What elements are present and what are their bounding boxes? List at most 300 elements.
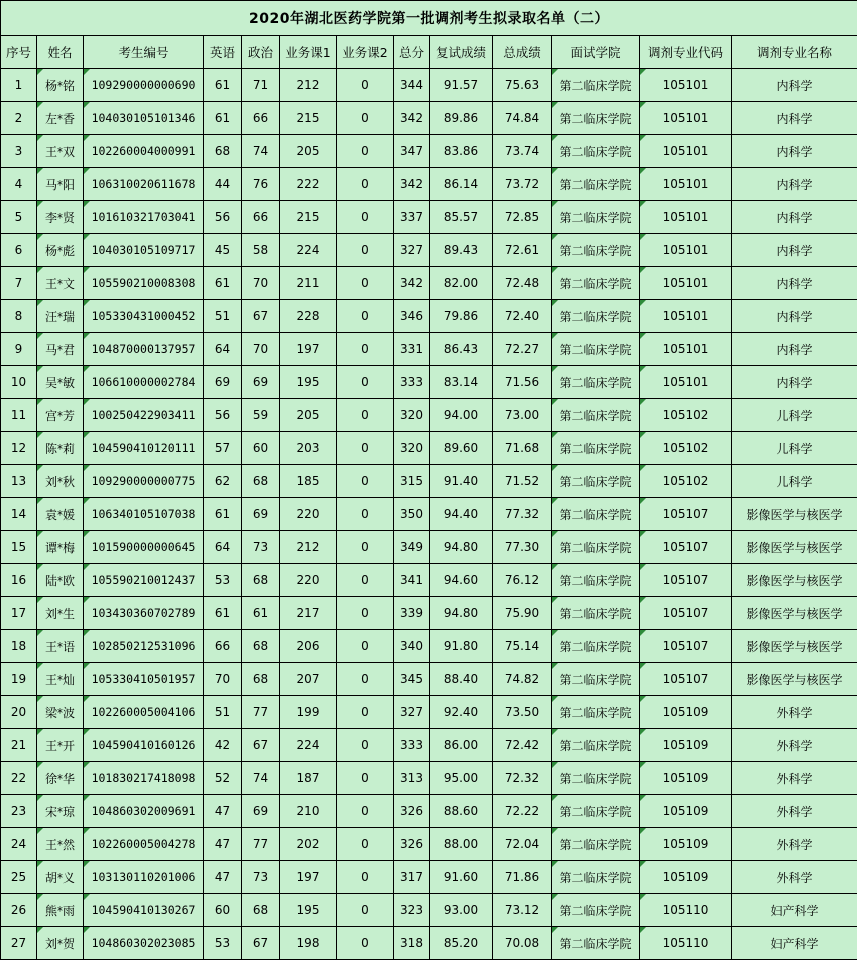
cell-total: 320: [394, 399, 430, 432]
table-row: [1, 69, 857, 102]
cell-seq: 5: [1, 201, 37, 234]
table-row: [1, 564, 857, 597]
cell-name: 刘*秋: [37, 465, 84, 498]
cell-course2: 0: [337, 201, 394, 234]
cell-course2: 0: [337, 828, 394, 861]
cell-final: 77.30: [493, 531, 552, 564]
cell-course1: 215: [280, 102, 337, 135]
cell-major-code: 105109: [640, 795, 732, 828]
cell-politics: 68: [242, 894, 280, 927]
cell-seq: 6: [1, 234, 37, 267]
cell-name: 刘*生: [37, 597, 84, 630]
cell-college: 第二临床学院: [552, 168, 640, 201]
cell-total: 327: [394, 234, 430, 267]
cell-major-code: 105107: [640, 564, 732, 597]
cell-politics: 76: [242, 168, 280, 201]
cell-college: 第二临床学院: [552, 531, 640, 564]
cell-course2: 0: [337, 267, 394, 300]
cell-exam-id: 104860302023085: [84, 927, 204, 960]
cell-course2: 0: [337, 333, 394, 366]
column-header-major-name: 调剂专业名称: [732, 36, 857, 69]
cell-politics: 73: [242, 531, 280, 564]
cell-course2: 0: [337, 762, 394, 795]
cell-major-name: 外科学: [732, 795, 857, 828]
table-row: [1, 861, 857, 894]
cell-final: 72.42: [493, 729, 552, 762]
cell-major-name: 内科学: [732, 102, 857, 135]
cell-retest: 83.86: [430, 135, 493, 168]
cell-politics: 61: [242, 597, 280, 630]
cell-college: 第二临床学院: [552, 201, 640, 234]
cell-english: 53: [204, 564, 242, 597]
cell-politics: 58: [242, 234, 280, 267]
column-header-course2: 业务课2: [337, 36, 394, 69]
cell-college: 第二临床学院: [552, 696, 640, 729]
cell-major-code: 105101: [640, 168, 732, 201]
cell-major-code: 105109: [640, 729, 732, 762]
cell-exam-id: 109290000000690: [84, 69, 204, 102]
cell-course1: 220: [280, 498, 337, 531]
cell-seq: 14: [1, 498, 37, 531]
cell-college: 第二临床学院: [552, 432, 640, 465]
cell-exam-id: 104860302009691: [84, 795, 204, 828]
cell-politics: 66: [242, 201, 280, 234]
cell-name: 王*双: [37, 135, 84, 168]
cell-english: 61: [204, 267, 242, 300]
cell-exam-id: 102850212531096: [84, 630, 204, 663]
cell-major-code: 105109: [640, 861, 732, 894]
cell-retest: 89.86: [430, 102, 493, 135]
cell-politics: 77: [242, 828, 280, 861]
column-header-politics: 政治: [242, 36, 280, 69]
column-header-seq: 序号: [1, 36, 37, 69]
cell-course2: 0: [337, 234, 394, 267]
table-row: [1, 168, 857, 201]
cell-politics: 74: [242, 762, 280, 795]
cell-seq: 19: [1, 663, 37, 696]
column-header-final: 总成绩: [493, 36, 552, 69]
cell-retest: 95.00: [430, 762, 493, 795]
cell-seq: 24: [1, 828, 37, 861]
cell-major-code: 105107: [640, 498, 732, 531]
cell-course2: 0: [337, 432, 394, 465]
cell-retest: 92.40: [430, 696, 493, 729]
cell-course2: 0: [337, 366, 394, 399]
cell-name: 陆*欧: [37, 564, 84, 597]
cell-english: 51: [204, 300, 242, 333]
cell-seq: 22: [1, 762, 37, 795]
column-header-major-code: 调剂专业代码: [640, 36, 732, 69]
cell-politics: 68: [242, 663, 280, 696]
cell-name: 马*阳: [37, 168, 84, 201]
cell-course1: 198: [280, 927, 337, 960]
cell-name: 王*开: [37, 729, 84, 762]
cell-final: 71.52: [493, 465, 552, 498]
cell-name: 汪*瑞: [37, 300, 84, 333]
cell-english: 68: [204, 135, 242, 168]
cell-final: 72.22: [493, 795, 552, 828]
table-row: [1, 630, 857, 663]
cell-retest: 86.00: [430, 729, 493, 762]
cell-politics: 70: [242, 267, 280, 300]
table-row: [1, 465, 857, 498]
cell-major-code: 105107: [640, 531, 732, 564]
cell-exam-id: 105590210012437: [84, 564, 204, 597]
cell-final: 72.61: [493, 234, 552, 267]
cell-politics: 69: [242, 366, 280, 399]
cell-seq: 7: [1, 267, 37, 300]
cell-exam-id: 101610321703041: [84, 201, 204, 234]
cell-major-code: 105107: [640, 663, 732, 696]
cell-college: 第二临床学院: [552, 894, 640, 927]
cell-seq: 15: [1, 531, 37, 564]
cell-exam-id: 104030105101346: [84, 102, 204, 135]
cell-total: 317: [394, 861, 430, 894]
cell-final: 73.72: [493, 168, 552, 201]
cell-major-code: 105102: [640, 399, 732, 432]
cell-course1: 207: [280, 663, 337, 696]
table-row: [1, 696, 857, 729]
page-title: 2020年湖北医药学院第一批调剂考生拟录取名单（二）: [1, 1, 857, 36]
cell-exam-id: 103130110201006: [84, 861, 204, 894]
cell-major-name: 妇产科学: [732, 927, 857, 960]
cell-retest: 94.40: [430, 498, 493, 531]
cell-politics: 70: [242, 333, 280, 366]
cell-exam-id: 104590410160126: [84, 729, 204, 762]
cell-exam-id: 101590000000645: [84, 531, 204, 564]
cell-exam-id: 109290000000775: [84, 465, 204, 498]
cell-exam-id: 106340105107038: [84, 498, 204, 531]
cell-total: 342: [394, 102, 430, 135]
cell-final: 74.82: [493, 663, 552, 696]
cell-total: 323: [394, 894, 430, 927]
cell-name: 李*贤: [37, 201, 84, 234]
cell-total: 347: [394, 135, 430, 168]
cell-politics: 68: [242, 465, 280, 498]
cell-politics: 60: [242, 432, 280, 465]
cell-name: 宫*芳: [37, 399, 84, 432]
cell-course1: 197: [280, 333, 337, 366]
table-row: [1, 894, 857, 927]
cell-course1: 197: [280, 861, 337, 894]
cell-total: 346: [394, 300, 430, 333]
cell-course2: 0: [337, 498, 394, 531]
cell-course2: 0: [337, 861, 394, 894]
table-row: [1, 135, 857, 168]
cell-course1: 202: [280, 828, 337, 861]
cell-exam-id: 102260005004278: [84, 828, 204, 861]
cell-major-name: 内科学: [732, 69, 857, 102]
cell-exam-id: 105590210008308: [84, 267, 204, 300]
column-header-retest: 复试成绩: [430, 36, 493, 69]
cell-course1: 211: [280, 267, 337, 300]
cell-major-name: 妇产科学: [732, 894, 857, 927]
cell-college: 第二临床学院: [552, 564, 640, 597]
cell-retest: 89.60: [430, 432, 493, 465]
cell-course2: 0: [337, 795, 394, 828]
cell-english: 42: [204, 729, 242, 762]
cell-college: 第二临床学院: [552, 663, 640, 696]
cell-english: 52: [204, 762, 242, 795]
cell-course1: 212: [280, 69, 337, 102]
cell-english: 61: [204, 498, 242, 531]
cell-english: 57: [204, 432, 242, 465]
cell-college: 第二临床学院: [552, 465, 640, 498]
table-row: [1, 663, 857, 696]
cell-course1: 222: [280, 168, 337, 201]
cell-total: 326: [394, 795, 430, 828]
cell-college: 第二临床学院: [552, 234, 640, 267]
cell-politics: 68: [242, 630, 280, 663]
cell-course1: 212: [280, 531, 337, 564]
cell-final: 73.00: [493, 399, 552, 432]
cell-name: 马*君: [37, 333, 84, 366]
cell-politics: 77: [242, 696, 280, 729]
table-row: [1, 333, 857, 366]
cell-name: 王*语: [37, 630, 84, 663]
cell-english: 56: [204, 399, 242, 432]
cell-major-name: 影像医学与核医学: [732, 597, 857, 630]
cell-exam-id: 106610000002784: [84, 366, 204, 399]
table-row: [1, 234, 857, 267]
cell-retest: 91.57: [430, 69, 493, 102]
column-header-total: 总分: [394, 36, 430, 69]
cell-total: 350: [394, 498, 430, 531]
cell-course2: 0: [337, 465, 394, 498]
cell-college: 第二临床学院: [552, 597, 640, 630]
cell-college: 第二临床学院: [552, 135, 640, 168]
cell-retest: 93.00: [430, 894, 493, 927]
cell-major-name: 外科学: [732, 729, 857, 762]
cell-name: 宋*琼: [37, 795, 84, 828]
cell-total: 333: [394, 729, 430, 762]
cell-retest: 94.80: [430, 531, 493, 564]
cell-final: 72.48: [493, 267, 552, 300]
cell-college: 第二临床学院: [552, 399, 640, 432]
cell-total: 341: [394, 564, 430, 597]
column-header-name: 姓名: [37, 36, 84, 69]
cell-name: 袁*媛: [37, 498, 84, 531]
cell-name: 熊*雨: [37, 894, 84, 927]
cell-seq: 3: [1, 135, 37, 168]
cell-exam-id: 104590410120111: [84, 432, 204, 465]
cell-major-code: 105101: [640, 333, 732, 366]
cell-final: 72.32: [493, 762, 552, 795]
cell-course1: 220: [280, 564, 337, 597]
table-body: [1, 69, 857, 960]
cell-major-name: 内科学: [732, 201, 857, 234]
cell-retest: 79.86: [430, 300, 493, 333]
cell-politics: 67: [242, 927, 280, 960]
cell-course1: 206: [280, 630, 337, 663]
cell-total: 327: [394, 696, 430, 729]
cell-major-name: 内科学: [732, 300, 857, 333]
cell-final: 74.84: [493, 102, 552, 135]
cell-exam-id: 101830217418098: [84, 762, 204, 795]
cell-english: 60: [204, 894, 242, 927]
cell-seq: 2: [1, 102, 37, 135]
cell-seq: 11: [1, 399, 37, 432]
cell-course2: 0: [337, 630, 394, 663]
table-row: [1, 762, 857, 795]
cell-course1: 228: [280, 300, 337, 333]
cell-name: 刘*贺: [37, 927, 84, 960]
cell-retest: 88.40: [430, 663, 493, 696]
cell-retest: 85.57: [430, 201, 493, 234]
cell-politics: 67: [242, 729, 280, 762]
cell-course1: 185: [280, 465, 337, 498]
cell-major-name: 内科学: [732, 267, 857, 300]
cell-major-code: 105107: [640, 630, 732, 663]
cell-major-code: 105110: [640, 927, 732, 960]
table-row: [1, 927, 857, 960]
cell-major-code: 105107: [640, 597, 732, 630]
cell-retest: 83.14: [430, 366, 493, 399]
cell-politics: 74: [242, 135, 280, 168]
cell-total: 331: [394, 333, 430, 366]
cell-total: 337: [394, 201, 430, 234]
cell-major-name: 影像医学与核医学: [732, 630, 857, 663]
column-header-english: 英语: [204, 36, 242, 69]
cell-major-code: 105102: [640, 465, 732, 498]
cell-exam-id: 103430360702789: [84, 597, 204, 630]
cell-course1: 215: [280, 201, 337, 234]
cell-college: 第二临床学院: [552, 267, 640, 300]
cell-total: 345: [394, 663, 430, 696]
cell-seq: 1: [1, 69, 37, 102]
cell-seq: 9: [1, 333, 37, 366]
cell-major-code: 105110: [640, 894, 732, 927]
cell-college: 第二临床学院: [552, 795, 640, 828]
cell-english: 44: [204, 168, 242, 201]
table-row: [1, 399, 857, 432]
cell-college: 第二临床学院: [552, 69, 640, 102]
cell-english: 62: [204, 465, 242, 498]
table-row: [1, 267, 857, 300]
cell-course1: 205: [280, 135, 337, 168]
cell-major-name: 外科学: [732, 861, 857, 894]
cell-retest: 85.20: [430, 927, 493, 960]
cell-course2: 0: [337, 135, 394, 168]
cell-major-name: 内科学: [732, 366, 857, 399]
cell-course2: 0: [337, 69, 394, 102]
table-row: [1, 366, 857, 399]
cell-course2: 0: [337, 168, 394, 201]
cell-course2: 0: [337, 300, 394, 333]
cell-major-code: 105109: [640, 828, 732, 861]
cell-retest: 82.00: [430, 267, 493, 300]
cell-major-name: 影像医学与核医学: [732, 663, 857, 696]
cell-retest: 86.43: [430, 333, 493, 366]
cell-major-name: 内科学: [732, 234, 857, 267]
cell-major-name: 儿科学: [732, 399, 857, 432]
cell-total: 340: [394, 630, 430, 663]
table-row: [1, 432, 857, 465]
cell-major-name: 内科学: [732, 168, 857, 201]
cell-major-code: 105101: [640, 234, 732, 267]
cell-exam-id: 104030105109717: [84, 234, 204, 267]
cell-seq: 20: [1, 696, 37, 729]
cell-name: 王*然: [37, 828, 84, 861]
table-row: [1, 729, 857, 762]
cell-total: 342: [394, 168, 430, 201]
cell-name: 王*灿: [37, 663, 84, 696]
cell-course1: 195: [280, 894, 337, 927]
cell-course1: 224: [280, 729, 337, 762]
cell-college: 第二临床学院: [552, 102, 640, 135]
cell-course2: 0: [337, 102, 394, 135]
cell-politics: 73: [242, 861, 280, 894]
cell-major-name: 影像医学与核医学: [732, 498, 857, 531]
table-row: [1, 597, 857, 630]
cell-seq: 4: [1, 168, 37, 201]
cell-total: 313: [394, 762, 430, 795]
cell-final: 75.90: [493, 597, 552, 630]
cell-exam-id: 104590410130267: [84, 894, 204, 927]
cell-course2: 0: [337, 597, 394, 630]
cell-english: 47: [204, 828, 242, 861]
cell-total: 320: [394, 432, 430, 465]
cell-major-code: 105101: [640, 69, 732, 102]
cell-course2: 0: [337, 399, 394, 432]
cell-exam-id: 106310020611678: [84, 168, 204, 201]
table-row: [1, 795, 857, 828]
cell-exam-id: 105330431000452: [84, 300, 204, 333]
cell-seq: 23: [1, 795, 37, 828]
cell-seq: 26: [1, 894, 37, 927]
cell-major-name: 内科学: [732, 135, 857, 168]
cell-final: 73.50: [493, 696, 552, 729]
cell-seq: 18: [1, 630, 37, 663]
cell-major-name: 儿科学: [732, 465, 857, 498]
cell-major-code: 105101: [640, 102, 732, 135]
cell-college: 第二临床学院: [552, 927, 640, 960]
cell-english: 61: [204, 102, 242, 135]
cell-course2: 0: [337, 894, 394, 927]
cell-course2: 0: [337, 663, 394, 696]
cell-course1: 187: [280, 762, 337, 795]
cell-college: 第二临床学院: [552, 762, 640, 795]
cell-exam-id: 100250422903411: [84, 399, 204, 432]
cell-course2: 0: [337, 531, 394, 564]
cell-name: 陈*莉: [37, 432, 84, 465]
cell-retest: 88.60: [430, 795, 493, 828]
cell-course1: 217: [280, 597, 337, 630]
cell-english: 51: [204, 696, 242, 729]
cell-major-code: 105101: [640, 300, 732, 333]
cell-total: 344: [394, 69, 430, 102]
column-header-course1: 业务课1: [280, 36, 337, 69]
cell-name: 胡*义: [37, 861, 84, 894]
cell-politics: 69: [242, 795, 280, 828]
cell-politics: 67: [242, 300, 280, 333]
cell-college: 第二临床学院: [552, 828, 640, 861]
table-row: [1, 102, 857, 135]
cell-seq: 8: [1, 300, 37, 333]
cell-final: 72.40: [493, 300, 552, 333]
cell-college: 第二临床学院: [552, 630, 640, 663]
table-row: [1, 828, 857, 861]
cell-final: 77.32: [493, 498, 552, 531]
cell-final: 71.68: [493, 432, 552, 465]
cell-seq: 21: [1, 729, 37, 762]
cell-major-name: 外科学: [732, 696, 857, 729]
cell-major-code: 105109: [640, 762, 732, 795]
cell-english: 70: [204, 663, 242, 696]
cell-major-code: 105101: [640, 201, 732, 234]
cell-major-name: 影像医学与核医学: [732, 564, 857, 597]
cell-major-name: 影像医学与核医学: [732, 531, 857, 564]
